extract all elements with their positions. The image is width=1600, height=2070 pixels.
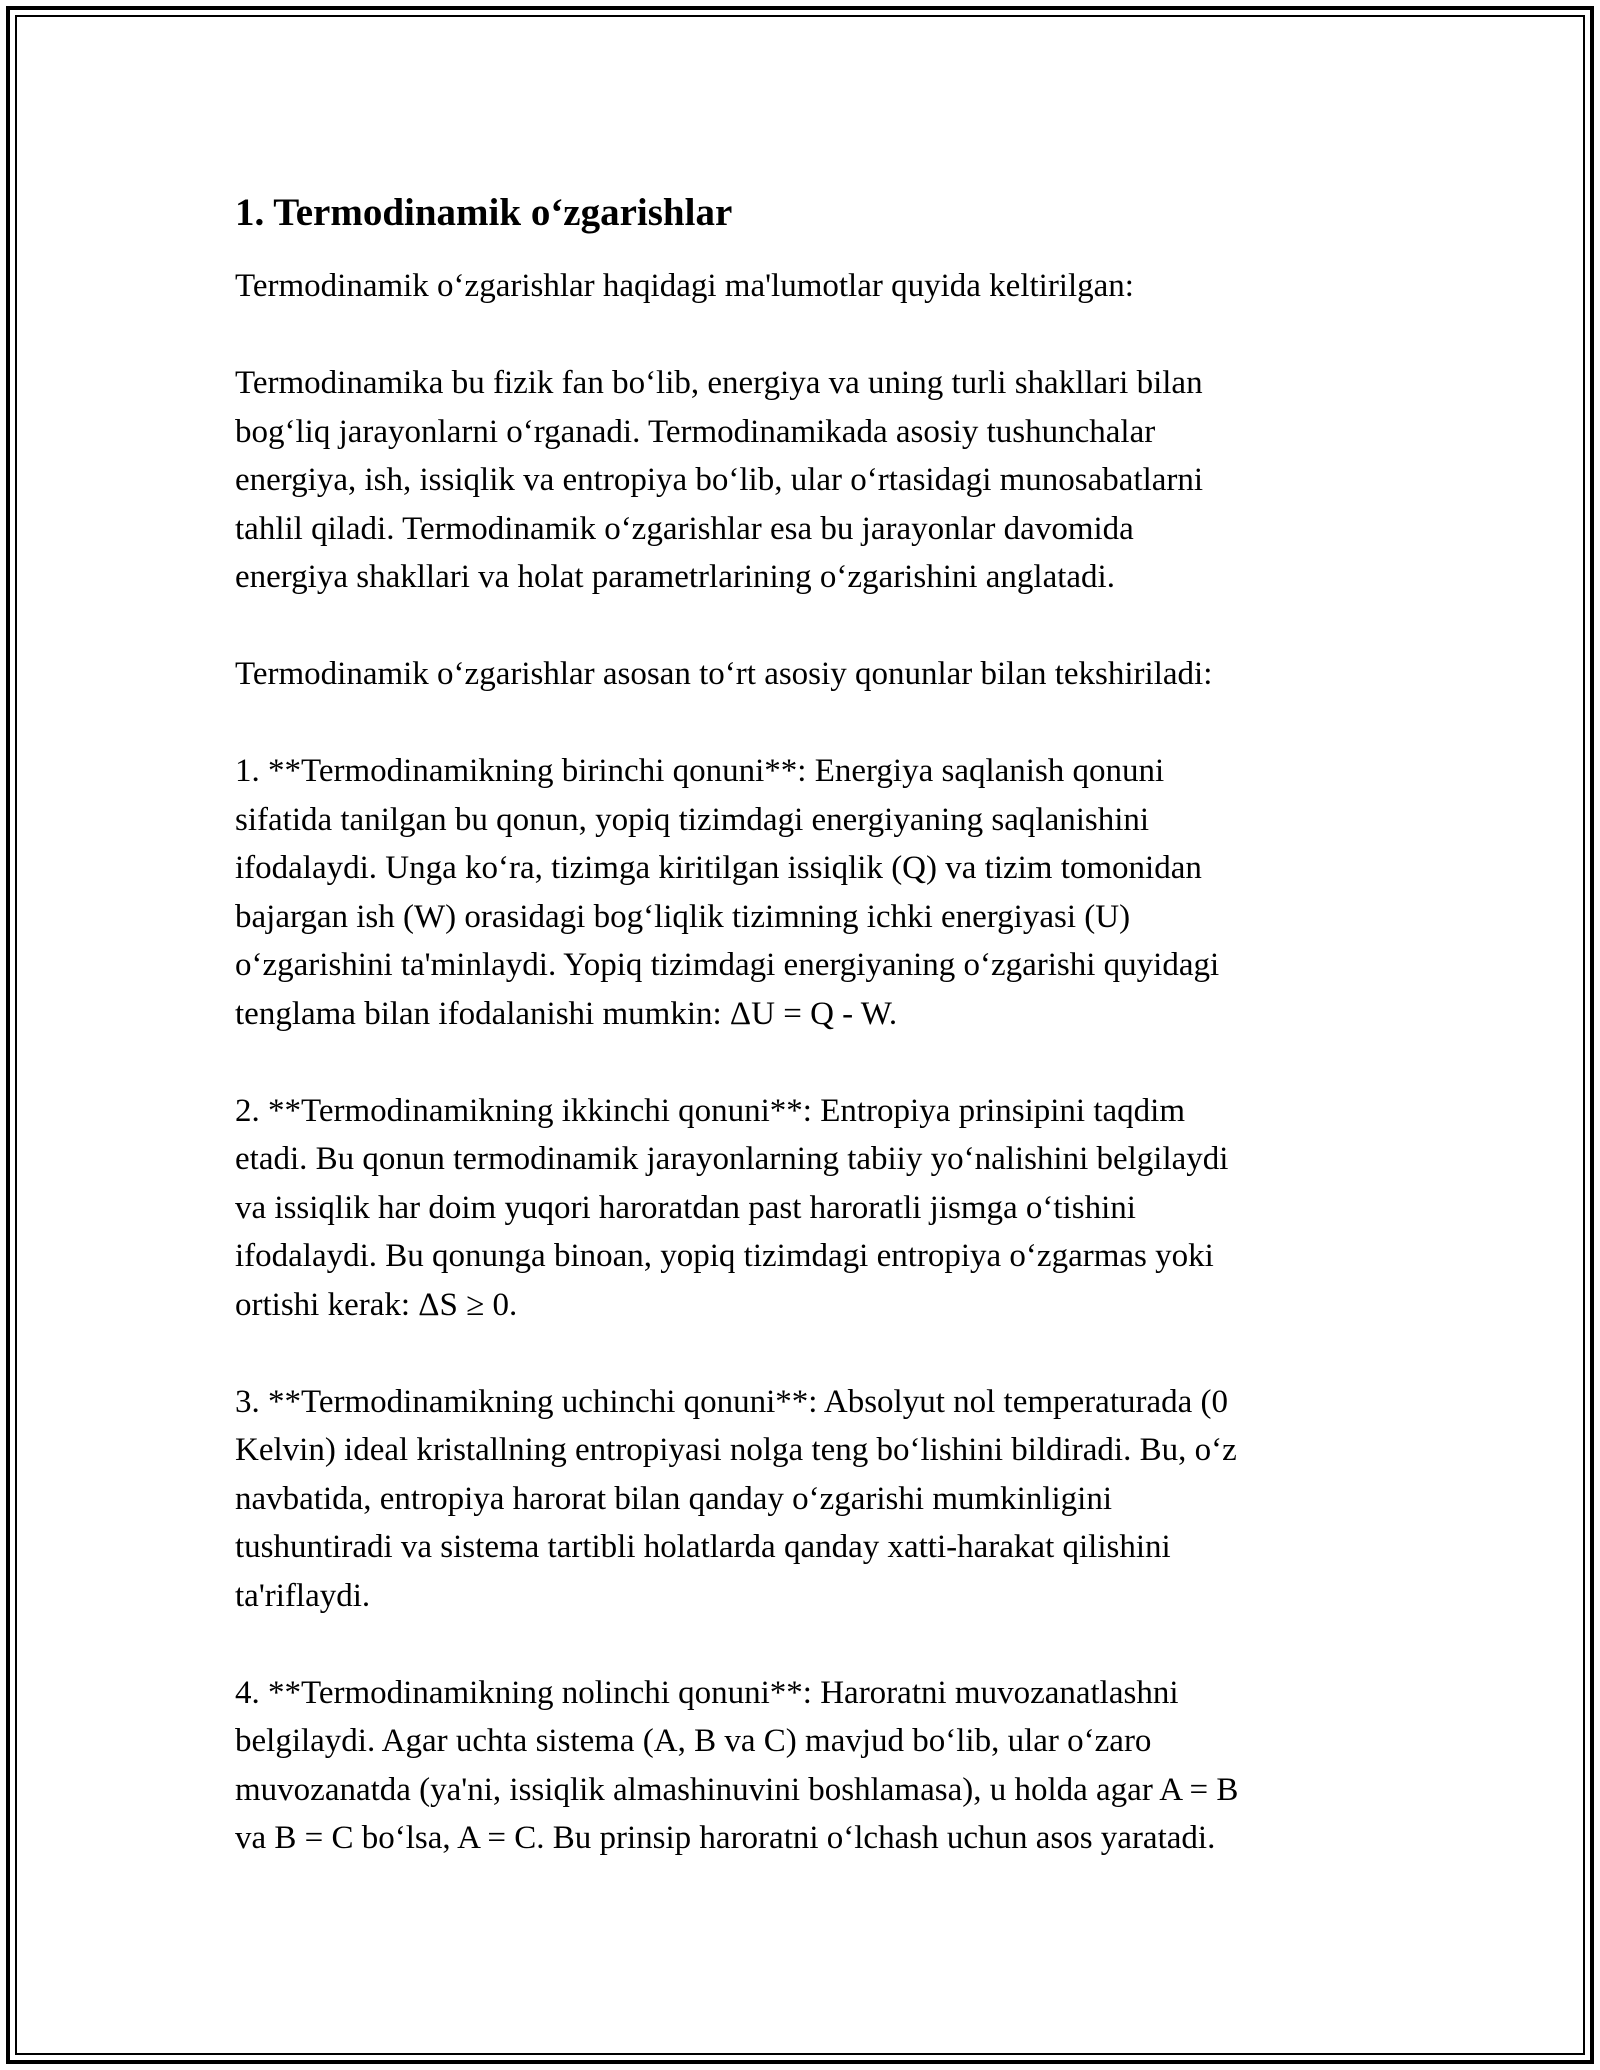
- definition-paragraph: Termodinamika bu fizik fan bo‘lib, energiya va uning turli shakllari bilan bog‘liq jarayonlarni o‘rganadi. Termodinamikada asosiy tushunchalar energiya, ish, issiqlik va entropiya bo‘lib, ular o‘rtasidagi munosabatlarni tahlil qiladi. Termodinamik o‘zgarishlar esa bu jarayonlar davomida energiya shakllari va holat parametrlarining o‘zgarishini anglatadi.: [235, 365, 1204, 595]
- document-body: [235, 186, 1365, 1911]
- document-title: 1. Termodinamik o‘zgarishlar: [235, 191, 733, 234]
- intro-paragraph: Termodinamik o‘zgarishlar haqidagi ma'lumotlar quyida keltirilgan:: [235, 268, 1134, 304]
- first-law-paragraph: 1. **Termodinamikning birinchi qonuni**: Energiya saqlanish qonuni sifatida tanilgan bu qonun, yopiq tizimdagi energiyaning saqlanishini ifodalaydi. Unga ko‘ra, tizimga kiritilgan issiqlik (Q) va tizim tomonidan bajargan ish (W) orasidagi bog‘liqlik tizimning ichki energiyasi (U) o‘zgarishini ta'minlaydi. Yopiq tizimdagi energiyaning o‘zgarishi quyidagi tenglama bilan ifodalanishi mumkin: ΔU = Q - W.: [235, 753, 1220, 1032]
- second-law-paragraph: 2. **Termodinamikning ikkinchi qonuni**: Entropiya prinsipini taqdim etadi. Bu qonun termodinamik jarayonlarning tabiiy yo‘nalishini belgilaydi va issiqlik har doim yuqori haroratdan past haroratli jismga o‘tishini ifodalaydi. Bu qonunga binoan, yopiq tizimdagi entropiya o‘zgarmas yoki ortishi kerak: ΔS ≥ 0.: [235, 1092, 1229, 1323]
- third-law-paragraph: 3. **Termodinamikning uchinchi qonuni**: Absolyut nol temperaturada (0 Kelvin) ideal kristallning entropiyasi nolga teng bo‘lishini bildiradi. Bu, o‘z navbatida, entropiya harorat bilan qanday o‘zgarishi mumkinligini tushuntiradi va sistema tartibli holatlarda qanday xatti-harakat qilishini ta'riflaydi.: [235, 1383, 1237, 1614]
- zeroth-law-paragraph: 4. **Termodinamikning nolinchi qonuni**: Haroratni muvozanatlashni belgilaydi. Agar uchta sistema (A, B va C) mavjud bo‘lib, ular o‘zaro muvozanatda (ya'ni, issiqlik almashinuvini boshlamasa), u holda agar A = B va B = C bo‘lsa, A = C. Bu prinsip haroratni o‘lchash uchun asos yaratadi.: [235, 1674, 1239, 1856]
- laws-intro-paragraph: Termodinamik o‘zgarishlar asosan to‘rt asosiy qonunlar bilan tekshiriladi:: [235, 656, 1213, 692]
